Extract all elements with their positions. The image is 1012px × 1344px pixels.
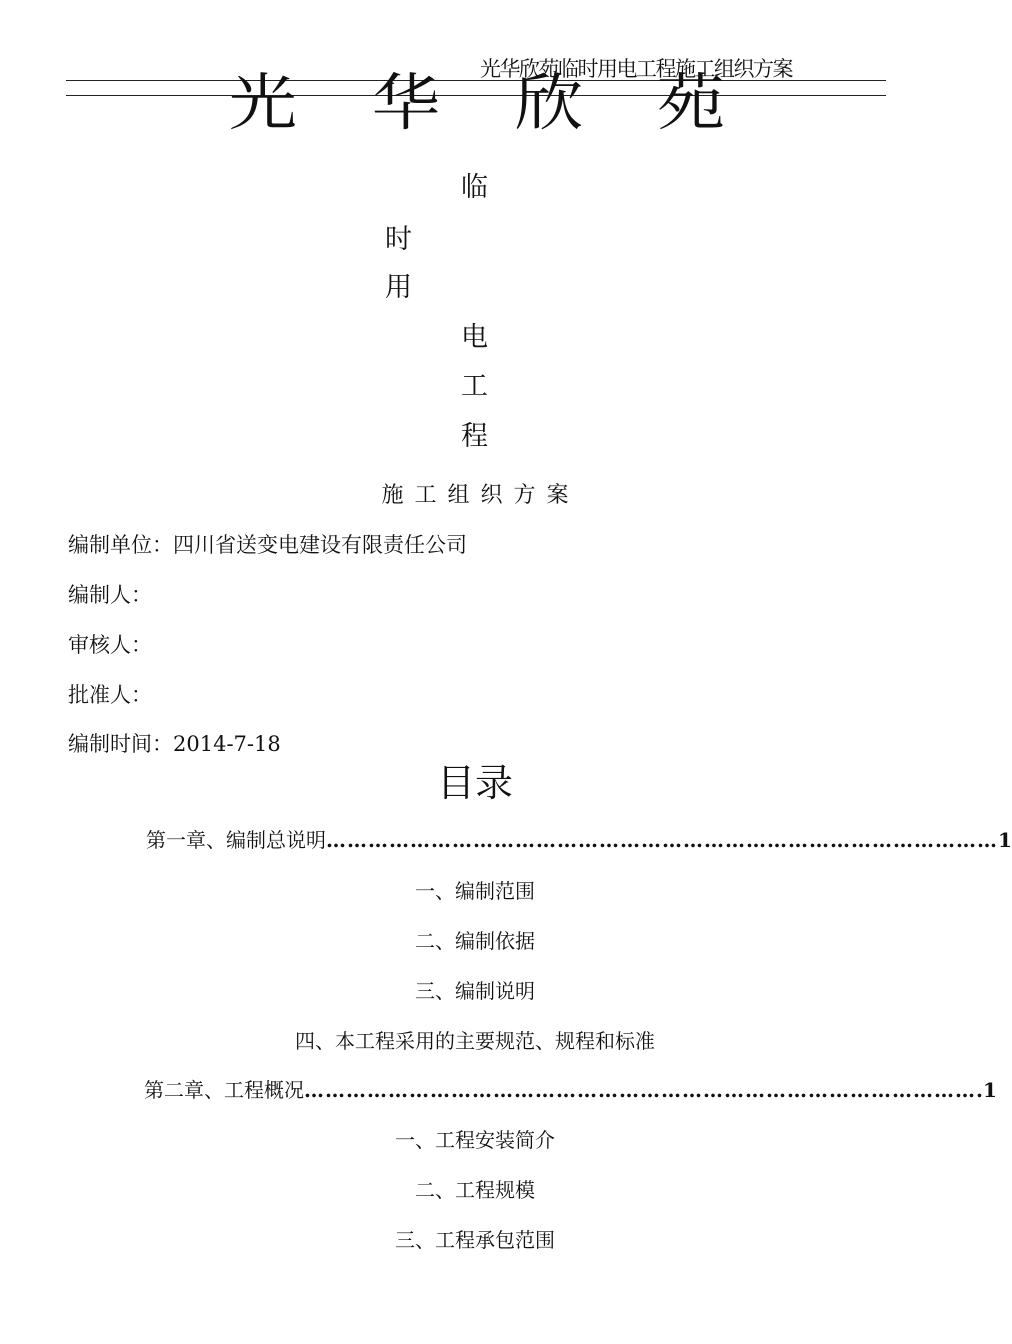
- vertical-title-char-1: 临: [461, 172, 488, 203]
- toc-item-2-2[interactable]: 二、工程规模: [415, 1178, 535, 1202]
- toc-chapter-1[interactable]: [146, 824, 1012, 853]
- cover-title-char-2: 华: [371, 66, 441, 139]
- info-unit-label: 编制单位：: [68, 533, 173, 557]
- info-approver: [68, 679, 152, 709]
- info-reviewer: [68, 629, 152, 659]
- info-author: [68, 579, 152, 609]
- toc-chapter-2-leader: ……………………………………………………………………………………: [304, 1078, 976, 1102]
- info-date-value: 2014-7-18: [173, 732, 281, 756]
- toc-chapter-2[interactable]: [144, 1074, 997, 1103]
- vertical-title-char-5: 工: [461, 371, 488, 402]
- cover-title-char-3: 欣: [514, 66, 584, 139]
- info-reviewer-label: 审核人：: [68, 633, 152, 657]
- toc-item-2-3[interactable]: 三、工程承包范围: [395, 1228, 555, 1252]
- toc-chapter-1-label: 第一章、编制总说明: [146, 828, 326, 852]
- running-header: 光华欣苑临时用电工程施工组织方案: [480, 57, 792, 81]
- vertical-title-char-6: 程: [461, 421, 488, 452]
- info-approver-label: 批准人：: [68, 683, 152, 707]
- toc-chapter-2-page: .1: [976, 1078, 997, 1102]
- toc-item-2-1[interactable]: 一、工程安装简介: [395, 1128, 555, 1152]
- toc-item-1-3[interactable]: 三、编制说明: [415, 979, 535, 1003]
- toc-chapter-2-label: 第二章、工程概况: [144, 1078, 304, 1102]
- header-rule-top: [66, 80, 886, 81]
- vertical-title-char-2: 时: [385, 224, 412, 255]
- info-author-label: 编制人：: [68, 583, 152, 607]
- vertical-title-char-3: 用: [385, 272, 412, 303]
- cover-title-char-1: 光: [228, 66, 298, 139]
- toc-chapter-1-leader: ……………………………………………………………………………………: [326, 828, 998, 852]
- header-rule-bottom: [66, 95, 886, 96]
- cover-subtitle: 施工组织方案: [381, 483, 580, 508]
- toc-chapter-1-page: 1: [998, 828, 1012, 852]
- info-unit: [68, 529, 467, 559]
- info-unit-value: 四川省送变电建设有限责任公司: [173, 533, 467, 557]
- cover-title-char-4: 苑: [656, 66, 726, 139]
- toc-item-1-1[interactable]: 一、编制范围: [415, 879, 535, 903]
- toc-item-1-4[interactable]: 四、本工程采用的主要规范、规程和标准: [295, 1029, 655, 1053]
- info-date-label: 编制时间：: [68, 732, 173, 756]
- vertical-title-char-4: 电: [461, 322, 488, 353]
- toc-title: 目录: [436, 761, 513, 805]
- toc-item-1-2[interactable]: 二、编制依据: [415, 929, 535, 953]
